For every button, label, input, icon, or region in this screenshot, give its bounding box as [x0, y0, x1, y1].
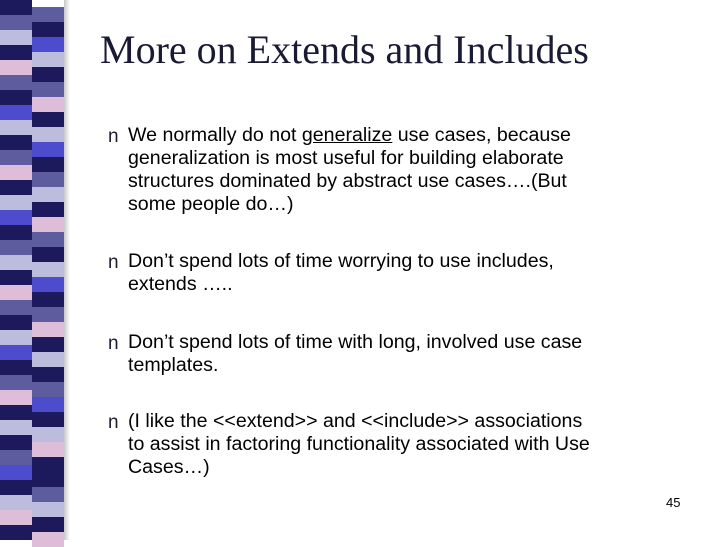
stripe-segment — [0, 330, 32, 345]
bullet-line: extends ….. — [128, 273, 233, 295]
stripe-segment — [0, 315, 32, 330]
stripe-segment — [0, 255, 32, 270]
stripe-segment — [32, 7, 64, 22]
bullet-marker-icon: n — [108, 412, 119, 433]
stripe-segment — [0, 45, 32, 60]
stripe-segment — [32, 187, 64, 202]
stripe-segment — [0, 180, 32, 195]
stripe-segment — [32, 322, 64, 337]
stripe-segment — [0, 420, 32, 435]
stripe-segment — [0, 210, 32, 225]
stripe-segment — [32, 277, 64, 292]
stripe-segment — [0, 375, 32, 390]
bullet-item — [108, 124, 698, 216]
stripe-segment — [32, 292, 64, 307]
stripe-segment — [0, 495, 32, 510]
bullet-text — [128, 250, 698, 296]
bullet-marker-icon: n — [108, 333, 119, 354]
bullet-marker-icon: n — [108, 126, 119, 147]
stripe-segment — [0, 225, 32, 240]
stripe-segment — [0, 75, 32, 90]
stripe-segment — [0, 480, 32, 495]
stripe-segment — [0, 450, 32, 465]
stripe-segment — [32, 157, 64, 172]
stripe-segment — [0, 135, 32, 150]
bullet-marker-icon: n — [108, 252, 119, 273]
stripe-segment — [32, 487, 64, 502]
stripe-segment — [0, 465, 32, 480]
stripe-segment — [0, 240, 32, 255]
stripe-segment — [0, 300, 32, 315]
stripe-segment — [32, 382, 64, 397]
stripe-segment — [32, 127, 64, 142]
stripe-segment — [0, 60, 32, 75]
page-number: 45 — [666, 495, 681, 510]
stripe-segment — [0, 195, 32, 210]
bullet-line: We normally do not generalize use cases, because — [128, 124, 571, 146]
stripe-segment — [32, 37, 64, 52]
stripe-segment — [0, 405, 32, 420]
bullet-text — [128, 331, 698, 377]
stripe-segment — [32, 457, 64, 472]
stripe-segment — [32, 217, 64, 232]
stripe-segment — [32, 172, 64, 187]
bullet-line: Cases…) — [128, 456, 210, 478]
bullet-item — [108, 331, 698, 377]
stripe-segment — [0, 525, 32, 540]
stripe-segment — [0, 0, 32, 15]
stripe-segment — [32, 232, 64, 247]
stripe-segment — [32, 112, 64, 127]
bullet-line: to assist in factoring functionality associated with Use — [128, 433, 590, 455]
stripe-segment — [32, 52, 64, 67]
stripe-segment — [32, 22, 64, 37]
slide-title: More on Extends and Includes — [100, 27, 589, 72]
stripe-segment — [0, 105, 32, 120]
stripe-segment — [0, 165, 32, 180]
stripe-segment — [32, 502, 64, 517]
stripe-segment — [32, 202, 64, 217]
bullet-line: Don’t spend lots of time worrying to use includes, — [128, 250, 554, 272]
stripe-segment — [32, 82, 64, 97]
bullet-line: (I like the <<extend>> and <<include>> associations — [128, 410, 583, 432]
stripe-segment — [0, 15, 32, 30]
stripe-segment — [32, 337, 64, 352]
bullet-line: generalization is most useful for building elaborate — [128, 147, 564, 169]
stripe-segment — [32, 307, 64, 322]
stripe-segment — [0, 120, 32, 135]
stripe-segment — [32, 412, 64, 427]
stripe-segment — [32, 142, 64, 157]
stripe-segment — [0, 150, 32, 165]
stripe-segment — [0, 390, 32, 405]
stripe-segment — [32, 247, 64, 262]
bullet-item — [108, 410, 698, 479]
stripe-segment — [32, 397, 64, 412]
stripe-segment — [32, 367, 64, 382]
stripe-segment — [32, 67, 64, 82]
bullet-text — [128, 410, 698, 479]
stripe-segment — [32, 427, 64, 442]
stripe-segment — [32, 472, 64, 487]
stripe-segment — [32, 442, 64, 457]
stripe-segment — [0, 510, 32, 525]
stripe-segment — [0, 285, 32, 300]
bullet-item — [108, 250, 698, 296]
stripe-shadow — [64, 0, 70, 540]
stripe-segment — [0, 30, 32, 45]
bullet-line: some people do…) — [128, 193, 294, 215]
stripe-segment — [32, 97, 64, 112]
stripe-segment — [32, 262, 64, 277]
stripe-segment — [0, 360, 32, 375]
bullet-line: Don’t spend lots of time with long, involved use case — [128, 331, 583, 353]
stripe-segment — [0, 435, 32, 450]
bullet-line: structures dominated by abstract use cases….(But — [128, 170, 567, 192]
stripe-segment — [0, 270, 32, 285]
decorative-stripe — [0, 0, 64, 540]
stripe-segment — [0, 90, 32, 105]
stripe-segment — [32, 517, 64, 532]
stripe-segment — [0, 345, 32, 360]
stripe-segment — [32, 352, 64, 367]
underlined-word: generalize — [301, 124, 393, 146]
bullet-line: templates. — [128, 354, 219, 376]
bullet-text — [128, 124, 698, 216]
